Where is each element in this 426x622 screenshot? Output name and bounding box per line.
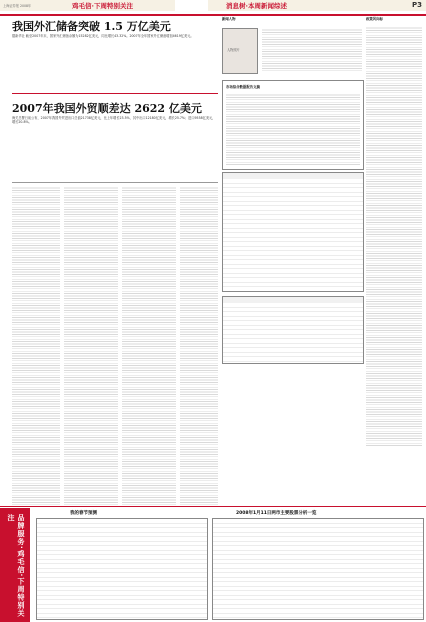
page-number: P3 <box>411 1 422 9</box>
table-rows <box>223 179 363 291</box>
bottom-divider <box>0 506 426 507</box>
text-column-1 <box>12 186 60 506</box>
right-table <box>212 518 424 620</box>
trade-headline: 2007年我国外贸顺差达 2622 亿美元 <box>12 102 202 115</box>
header-small: 上海证券报 2008年 <box>3 4 32 8</box>
trade-body: 海关总署日前公布，2007年我国外贸进出口总值21738亿美元，比上年增长23.5%，其中出口12180亿美元，增长25.7%；进口9558亿美元，增长20.8%。 <box>12 116 216 125</box>
table-rows <box>223 303 363 363</box>
left-table <box>36 518 208 620</box>
text-column-4 <box>180 186 218 506</box>
profile-photo <box>222 28 258 74</box>
right-banner <box>208 0 426 11</box>
vertical-banner <box>0 508 30 622</box>
right-table-title: 2008年1月11日两市主要股票分析一览 <box>236 511 317 516</box>
summary-box-title: 市场综合数据报告文摘 <box>226 85 260 89</box>
profile-label: 新闻人物 <box>222 17 236 21</box>
left-section-title: 鸡毛信·下周特别关注 <box>72 2 133 10</box>
side-text <box>366 26 422 446</box>
left-banner <box>0 0 175 11</box>
profile-text <box>262 28 362 72</box>
forex-headline: 我国外汇储备突破 1.5 万亿美元 <box>12 20 171 33</box>
text-column-2 <box>64 186 118 506</box>
photo-caption: 人物照片 <box>227 48 240 52</box>
side-title: 政策风向标 <box>366 17 383 21</box>
right-section-title: 消息树·本周新闻综述 <box>226 2 287 10</box>
forex-body: 据新华社 截至2007年末，国家外汇储备余额为15282亿美元，同比增长43.32%。2007年全年国家外汇储备增加4619亿美元。 <box>12 34 194 38</box>
rule <box>12 182 218 183</box>
text-column-3 <box>122 186 176 506</box>
left-table-title: 我的春节预测 <box>70 511 97 516</box>
vertical-text: 品牌服务·鸡毛信·下周特别关注 <box>7 514 25 618</box>
table-area <box>222 172 364 292</box>
summary-box <box>222 80 364 170</box>
divider <box>12 93 218 94</box>
table-area-2 <box>222 296 364 364</box>
summary-box-text <box>226 93 360 165</box>
